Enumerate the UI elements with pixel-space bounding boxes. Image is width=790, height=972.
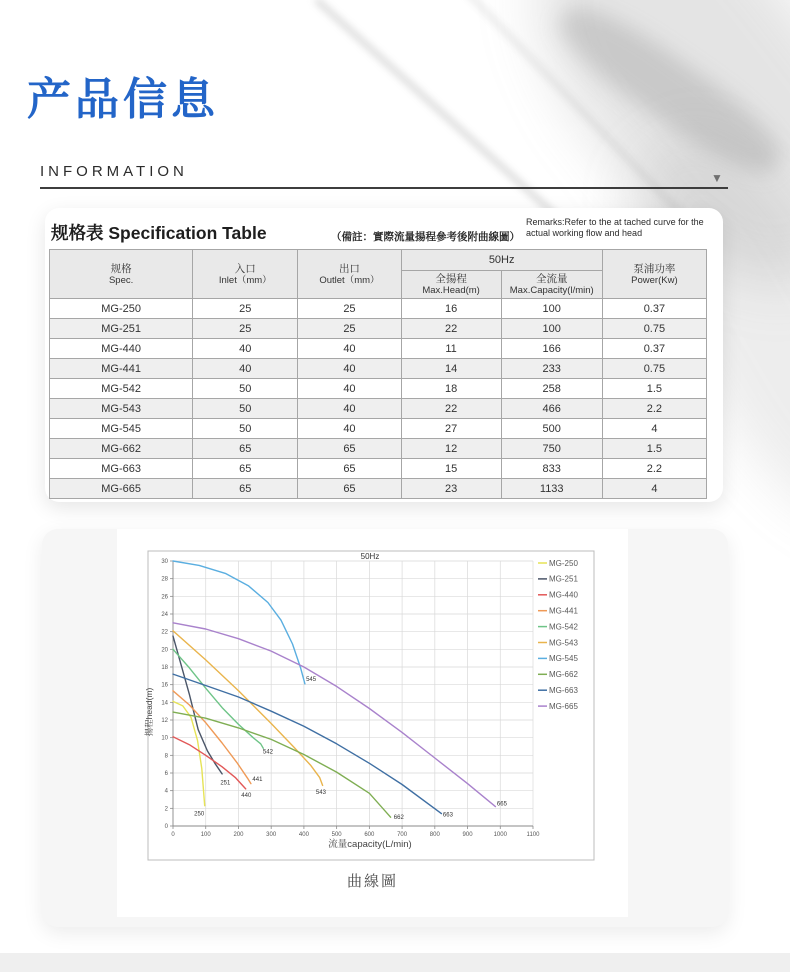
table-cell: 65: [193, 439, 298, 459]
svg-text:663: 663: [442, 812, 453, 819]
table-cell: 500: [501, 419, 602, 439]
table-cell: 2.2: [602, 459, 706, 479]
table-cell: MG-441: [50, 359, 193, 379]
col-header-capacity: 全流量 Max.Capacity(l/min): [501, 271, 602, 299]
svg-text:16: 16: [161, 682, 168, 689]
table-cell: 100: [501, 319, 602, 339]
table-cell: 40: [298, 339, 401, 359]
information-divider: [40, 187, 728, 189]
table-cell: 23: [401, 479, 501, 499]
spec-remark-en: [526, 217, 726, 239]
table-row: [50, 399, 707, 419]
table-cell: 4: [602, 479, 706, 499]
svg-text:0: 0: [171, 832, 175, 838]
svg-text:500: 500: [331, 832, 342, 838]
svg-text:MG-665: MG-665: [549, 701, 578, 711]
svg-text:50Hz: 50Hz: [360, 552, 380, 561]
svg-text:800: 800: [429, 832, 440, 838]
table-cell: 65: [298, 439, 401, 459]
table-cell: 2.2: [602, 399, 706, 419]
table-cell: 1.5: [602, 379, 706, 399]
table-cell: MG-662: [50, 439, 193, 459]
svg-text:26: 26: [161, 594, 168, 601]
table-cell: 166: [501, 339, 602, 359]
table-cell: 65: [193, 479, 298, 499]
svg-text:600: 600: [364, 832, 375, 838]
spec-table-body: [50, 299, 707, 499]
table-cell: 1.5: [602, 439, 706, 459]
svg-text:14: 14: [161, 700, 168, 707]
svg-text:400: 400: [298, 832, 309, 838]
svg-text:545: 545: [306, 677, 317, 684]
svg-text:8: 8: [164, 753, 168, 760]
svg-text:200: 200: [233, 832, 244, 838]
footer-band: [0, 953, 790, 972]
table-cell: 750: [501, 439, 602, 459]
svg-text:665: 665: [496, 801, 507, 808]
table-cell: 40: [298, 379, 401, 399]
svg-text:揚程head(m): 揚程head(m): [144, 687, 154, 737]
table-cell: 12: [401, 439, 501, 459]
table-row: [50, 479, 707, 499]
table-cell: 233: [501, 359, 602, 379]
table-cell: 4: [602, 419, 706, 439]
table-cell: 25: [298, 319, 401, 339]
table-cell: 258: [501, 379, 602, 399]
svg-text:MG-663: MG-663: [549, 686, 578, 695]
table-cell: 27: [401, 419, 501, 439]
specification-card: [45, 208, 723, 502]
table-cell: MG-665: [50, 479, 193, 499]
svg-text:24: 24: [161, 612, 168, 618]
svg-text:12: 12: [161, 718, 168, 724]
svg-text:100: 100: [200, 832, 211, 838]
svg-text:1000: 1000: [493, 832, 507, 838]
spec-remark-en-line2: actual working flow and head: [526, 228, 643, 238]
col-header-power: 泵浦功率 Power(Kw): [602, 250, 706, 299]
table-cell: 0.37: [602, 339, 706, 359]
svg-text:1100: 1100: [526, 832, 540, 838]
svg-text:MG-441: MG-441: [549, 606, 578, 616]
leaf-shadow-blob: [546, 0, 790, 189]
table-cell: 0.75: [602, 359, 706, 379]
spec-remark-en-line1: Remarks:Refer to the at tached curve for the: [526, 217, 704, 227]
curve-chart-card: [42, 529, 728, 927]
spec-remark-cn: （備註：實際流量揚程參考後附曲線圖）: [331, 231, 520, 243]
table-cell: 25: [193, 299, 298, 319]
table-cell: 16: [401, 299, 501, 319]
svg-text:22: 22: [161, 629, 168, 636]
spec-title-en: Specification Table: [108, 223, 267, 243]
table-cell: 65: [298, 479, 401, 499]
table-cell: MG-543: [50, 399, 193, 419]
svg-text:流量capacity(L/min): 流量capacity(L/min): [328, 839, 412, 850]
page-title: 产品信息: [27, 75, 219, 124]
spec-title-cn: 规格表: [51, 223, 104, 243]
table-row: [50, 339, 707, 359]
table-cell: 1133: [501, 479, 602, 499]
svg-text:900: 900: [462, 832, 473, 838]
pump-curves-chart: [117, 529, 628, 917]
table-cell: 14: [401, 359, 501, 379]
table-cell: 25: [298, 299, 401, 319]
table-cell: MG-440: [50, 339, 193, 359]
col-header-50hz: 50Hz: [401, 250, 602, 271]
svg-text:543: 543: [315, 790, 326, 797]
svg-text:MG-545: MG-545: [549, 654, 578, 664]
svg-text:18: 18: [161, 665, 168, 671]
table-cell: 65: [298, 459, 401, 479]
table-cell: MG-250: [50, 299, 193, 319]
table-cell: 40: [193, 359, 298, 379]
col-header-inlet: 入口 Inlet（mm）: [193, 250, 298, 299]
svg-text:28: 28: [161, 576, 168, 583]
table-cell: MG-251: [50, 319, 193, 339]
table-cell: 40: [193, 339, 298, 359]
table-cell: 18: [401, 379, 501, 399]
table-row: [50, 459, 707, 479]
table-cell: 0.75: [602, 319, 706, 339]
svg-text:10: 10: [161, 735, 168, 742]
col-header-head: 全揚程 Max.Head(m): [401, 271, 501, 299]
svg-text:0: 0: [164, 824, 168, 830]
svg-text:MG-542: MG-542: [549, 622, 578, 632]
svg-text:542: 542: [262, 749, 273, 756]
table-row: [50, 359, 707, 379]
svg-text:30: 30: [161, 559, 168, 565]
table-cell: MG-545: [50, 419, 193, 439]
svg-text:MG-440: MG-440: [549, 590, 578, 600]
table-row: [50, 419, 707, 439]
svg-text:441: 441: [252, 776, 263, 783]
table-cell: 100: [501, 299, 602, 319]
table-cell: MG-663: [50, 459, 193, 479]
specification-table: [49, 249, 707, 499]
table-cell: 40: [298, 359, 401, 379]
col-header-spec: 规格 Spec.: [50, 250, 193, 299]
table-row: [50, 319, 707, 339]
information-heading: INFORMATION: [40, 163, 188, 180]
svg-text:300: 300: [266, 832, 277, 838]
table-cell: 466: [501, 399, 602, 419]
table-cell: 65: [193, 459, 298, 479]
table-cell: 50: [193, 419, 298, 439]
table-cell: 22: [401, 399, 501, 419]
chart-caption: 曲線圖: [346, 873, 398, 890]
spec-table-title: [51, 220, 267, 245]
svg-text:251: 251: [220, 780, 231, 787]
svg-text:662: 662: [393, 814, 404, 821]
table-cell: 40: [298, 399, 401, 419]
svg-text:MG-543: MG-543: [549, 638, 578, 648]
table-cell: 15: [401, 459, 501, 479]
table-cell: 50: [193, 399, 298, 419]
table-cell: 0.37: [602, 299, 706, 319]
col-header-outlet: 出口 Outlet（mm）: [298, 250, 401, 299]
svg-text:4: 4: [164, 788, 168, 795]
table-cell: 50: [193, 379, 298, 399]
table-cell: 833: [501, 459, 602, 479]
table-row: [50, 379, 707, 399]
svg-text:2: 2: [164, 806, 168, 813]
svg-text:MG-250: MG-250: [549, 558, 578, 568]
curve-chart-image: [117, 529, 628, 917]
table-cell: 25: [193, 319, 298, 339]
table-cell: 22: [401, 319, 501, 339]
svg-text:440: 440: [241, 792, 252, 799]
triangle-down-icon: ▼: [711, 171, 723, 185]
svg-text:6: 6: [164, 771, 168, 777]
table-cell: MG-542: [50, 379, 193, 399]
svg-text:700: 700: [397, 832, 408, 838]
table-row: [50, 299, 707, 319]
table-cell: 40: [298, 419, 401, 439]
svg-text:250: 250: [194, 811, 205, 818]
svg-text:20: 20: [161, 647, 168, 654]
table-row: [50, 439, 707, 459]
svg-text:MG-662: MG-662: [549, 670, 578, 680]
table-cell: 11: [401, 339, 501, 359]
svg-text:MG-251: MG-251: [549, 574, 578, 584]
